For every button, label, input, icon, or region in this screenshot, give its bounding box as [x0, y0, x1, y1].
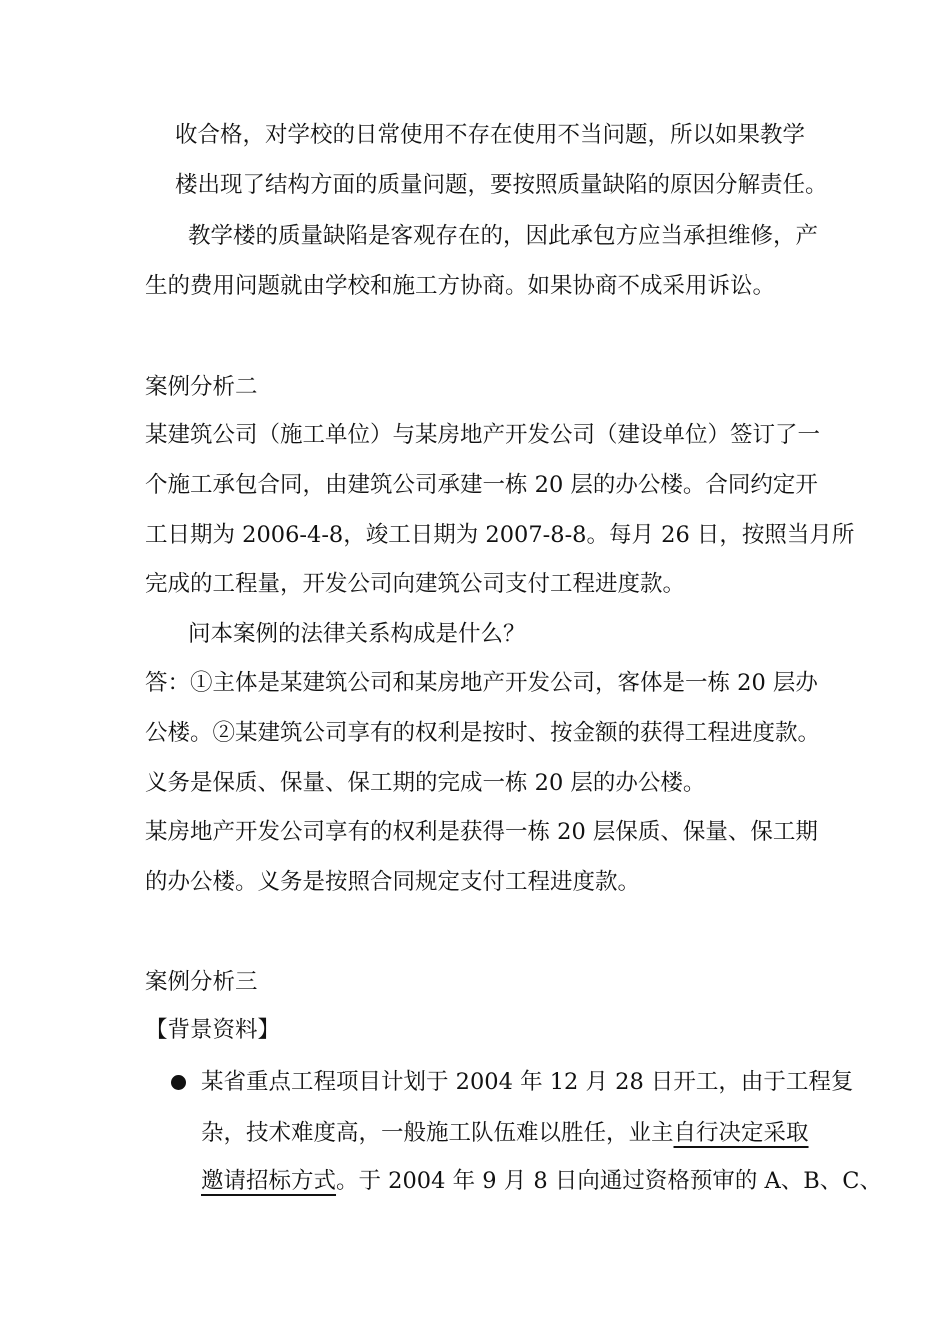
case3-bullet-line-2: [201, 1118, 809, 1148]
intro-line-2: 楼出现了结构方面的质量问题，要按照质量缺陷的原因分解责任。: [175, 172, 828, 198]
underlined-phrase-part-2: 邀请招标方式: [201, 1168, 337, 1194]
case2-question: 问本案例的法律关系构成是什么？: [188, 621, 526, 647]
intro-line-3: 教学楼的质量缺陷是客观存在的，因此承包方应当承担维修，产: [188, 223, 819, 249]
case2-paragraph-line-1: 某建筑公司（施工单位）与某房地产开发公司（建设单位）签订了一: [145, 422, 821, 448]
case2-answer-line-2: 公楼。②某建筑公司享有的权利是按时、按金额的获得工程进度款。: [145, 720, 821, 746]
underlined-phrase-part-1: 自行决定采取: [673, 1120, 809, 1146]
case3-bullet-line-3-text: 。于 2004 年 9 月 8 日向通过资格预审的 A、B、C、: [336, 1168, 882, 1194]
case2-paragraph-line-3: 工日期为 2006-4-8，竣工日期为 2007-8-8。每月 26 日，按照当月所: [145, 522, 855, 548]
intro-line-1: 收合格，对学校的日常使用不存在使用不当问题，所以如果教学: [175, 122, 806, 148]
case2-answer-line-4: 某房地产开发公司享有的权利是获得一栋 20 层保质、保量、保工期: [145, 819, 818, 845]
case3-heading: 案例分析三: [145, 969, 258, 995]
case2-answer-line-1: 答：①主体是某建筑公司和某房地产开发公司，客体是一栋 20 层办: [145, 670, 818, 696]
case3-background-label: 【背景资料】: [145, 1017, 281, 1043]
case2-answer-line-3: 义务是保质、保量、保工期的完成一栋 20 层的办公楼。: [145, 770, 706, 796]
case2-answer-line-5: 的办公楼。义务是按照合同规定支付工程进度款。: [145, 869, 641, 895]
case2-paragraph-line-2: 个施工承包合同，由建筑公司承建一栋 20 层的办公楼。合同约定开: [145, 472, 818, 498]
case2-heading: 案例分析二: [145, 374, 258, 400]
case2-paragraph-line-4: 完成的工程量，开发公司向建筑公司支付工程进度款。: [145, 571, 686, 597]
bullet-dot: [171, 1075, 186, 1090]
case3-bullet-line-2-text: 杂，技术难度高，一般施工队伍难以胜任，业主: [201, 1120, 674, 1146]
case3-bullet-line-1: 某省重点工程项目计划于 2004 年 12 月 28 日开工，由于工程复: [201, 1069, 854, 1095]
case3-bullet-line-3: [201, 1166, 882, 1196]
intro-line-4: 生的费用问题就由学校和施工方协商。如果协商不成采用诉讼。: [145, 273, 776, 299]
